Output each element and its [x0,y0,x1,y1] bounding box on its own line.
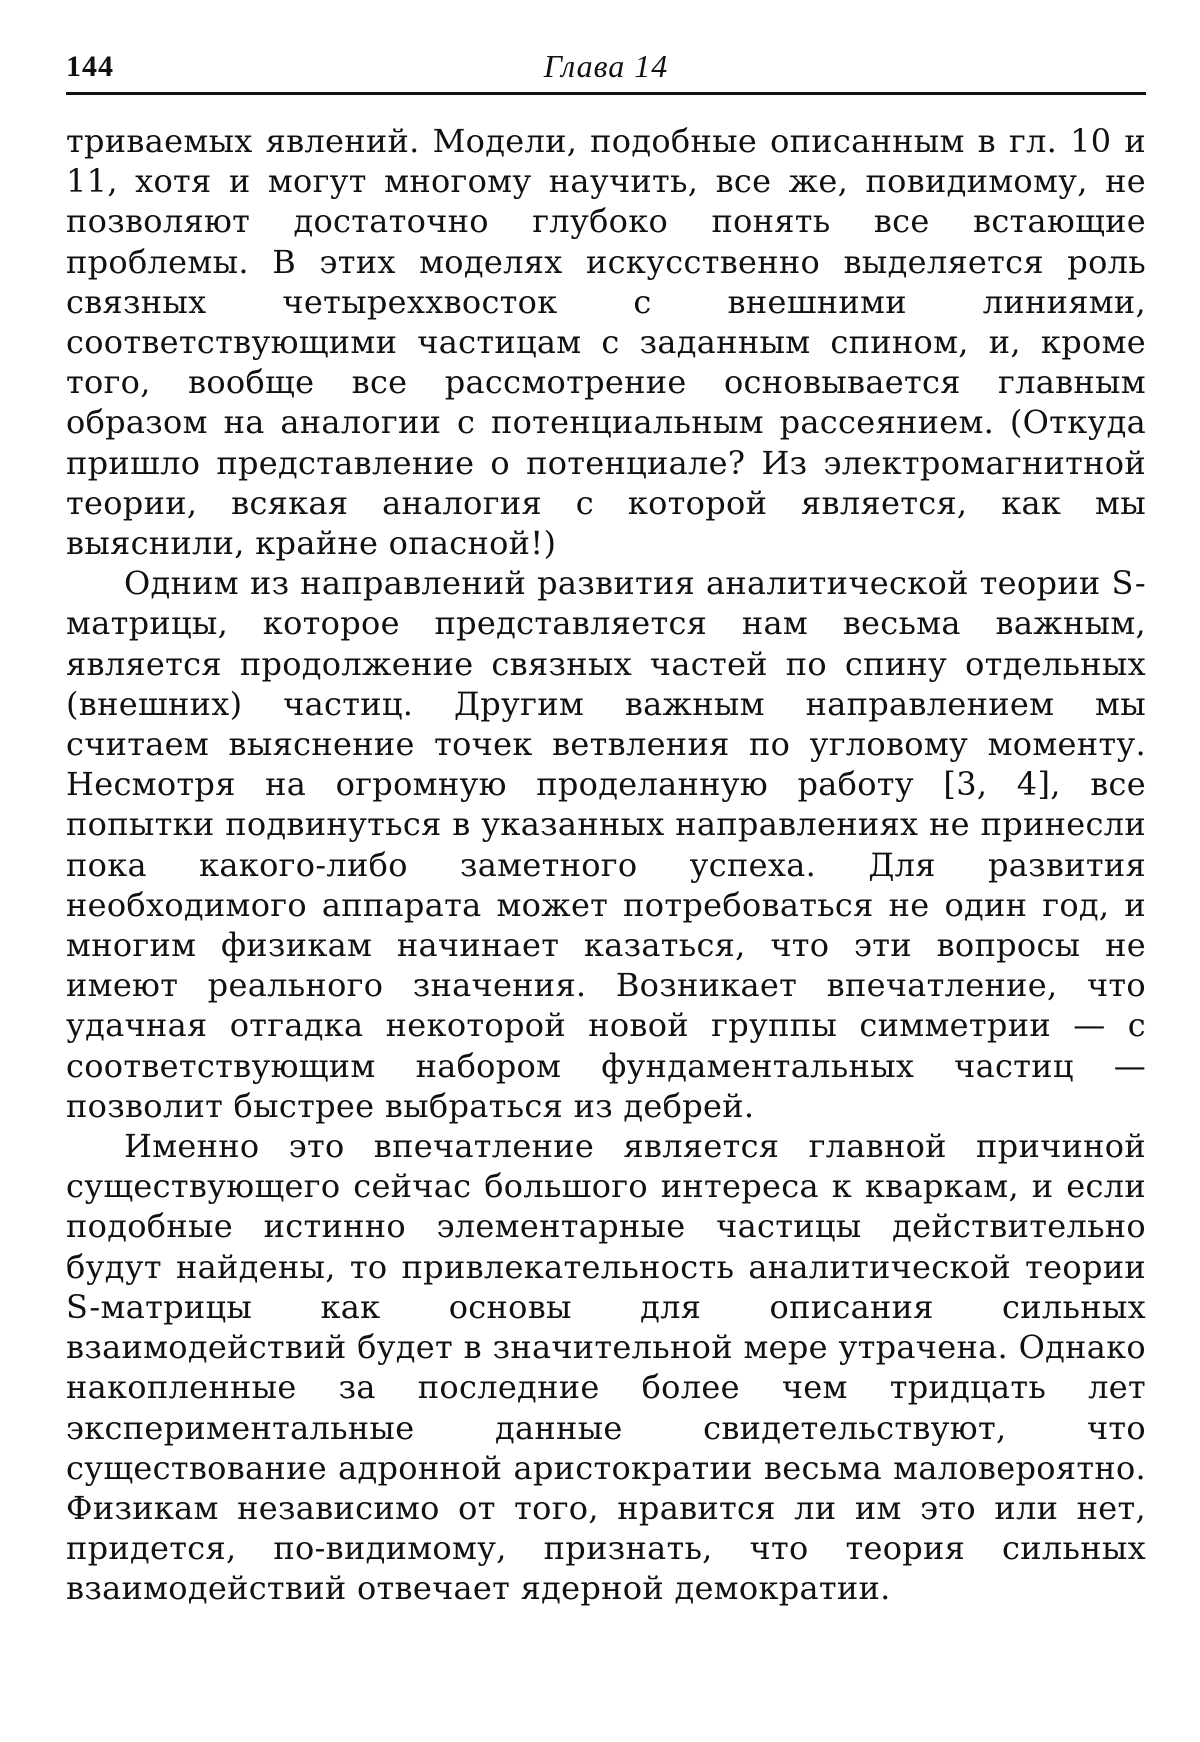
page-number: 144 [66,50,114,83]
chapter-title: Глава 14 [543,48,669,84]
running-header [66,44,1146,95]
body-text [66,121,1146,1609]
paragraph-continued: триваемых явлений. Модели, подобные описанным в гл. 10 и 11, хотя и могут многому научить, все же, повидимому, не позволяют достаточно глубоко понять все встающие проблемы. В этих моделях искусственно выделяется роль связных четыреххвосток с внешними линиями, соответствующими частицам с заданным спином, и, кроме того, вообще все рассмотрение основывается главным образом на аналогии с потенциальным рассеянием. (Откуда пришло представление о потенциале? Из электромагнитной теории, всякая аналогия с которой является, как мы выяснили, крайне опасной!) [66,122,1146,563]
paragraph: Именно это впечатление является главной причиной существующего сейчас большого интереса к кваркам, и если подобные истинно элементарные частицы действительно будут найдены, то привлекательность аналитической теории S-матрицы как основы для описания сильных взаимодействий будет в значительной мере утрачена. Однако накопленные за последние более чем тридцать лет экспериментальные данные свидетельствуют, что существование адронной аристократии весьма маловероятно. Физикам независимо от того, нравится ли им это или нет, придется, по-видимому, признать, что теория сильных взаимодействий отвечает ядерной демократии. [66,1127,1146,1608]
paragraph: Одним из направлений развития аналитической теории S-матрицы, которое представляется нам весьма важным, является продолжение связных частей по спину отдельных (внешних) частиц. Другим важным направлением мы считаем выяснение точек ветвления по угловому моменту. Несмотря на огромную проделанную работу [3, 4], все попытки подвинуться в указанных направлениях не принесли пока какого-либо заметного успеха. Для развития необходимого аппарата может потребоваться не один год, и многим физикам начинает казаться, что эти вопросы не имеют реального значения. Возникает впечатление, что удачная отгадка некоторой новой группы симметрии — с соответствующим набором фундаментальных частиц — позволит быстрее выбраться из дебрей. [66,564,1146,1125]
book-page [66,44,1146,1704]
